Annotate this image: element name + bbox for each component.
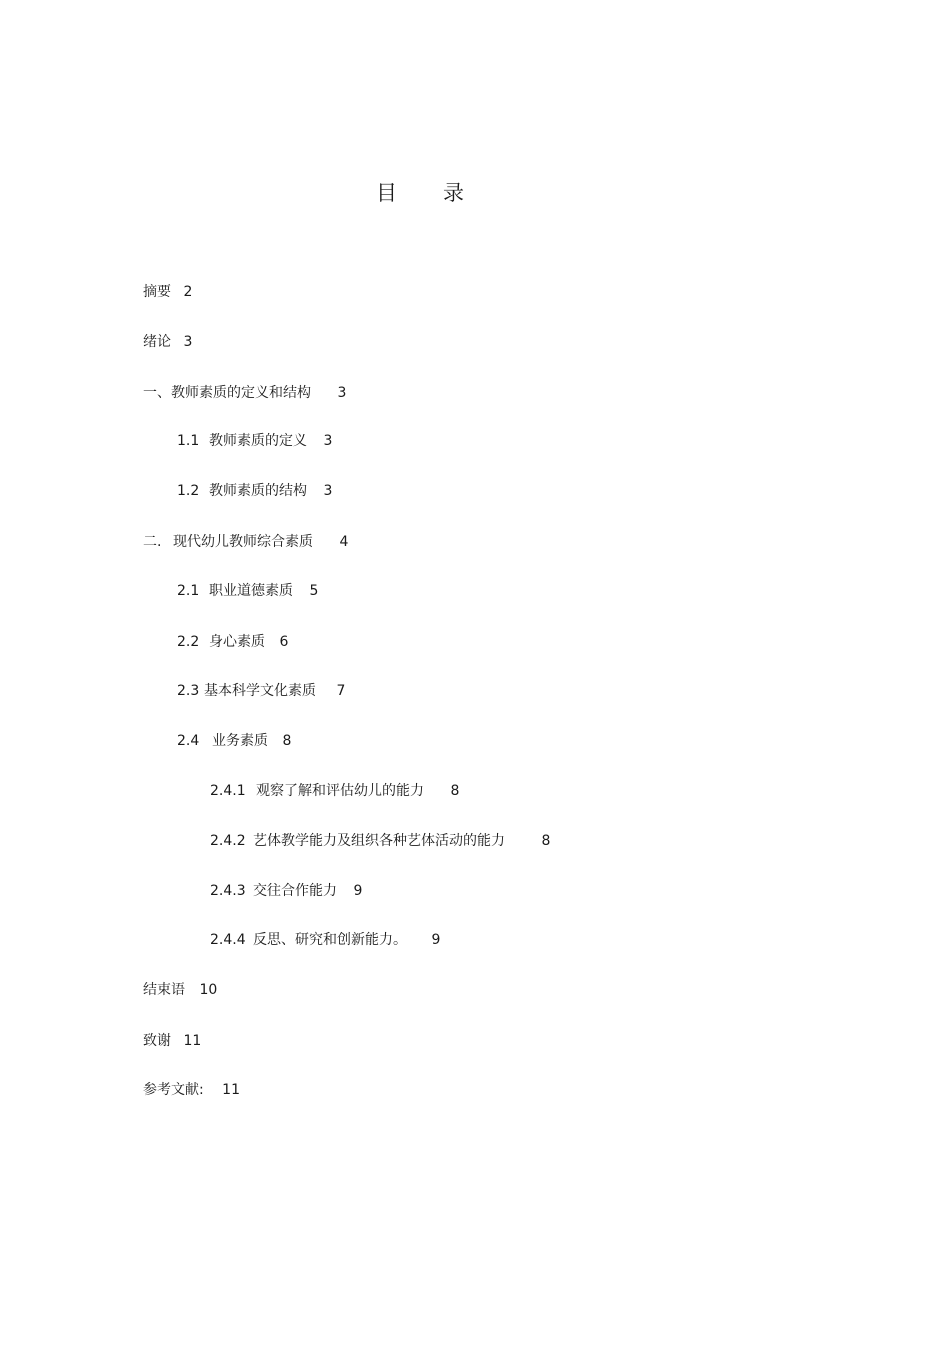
toc-page-number: 6 — [279, 634, 289, 650]
toc-section-number: 二. — [143, 534, 162, 550]
toc-section-number: 2.4.3 — [210, 883, 246, 899]
toc-entry-1-2[interactable] — [177, 480, 332, 502]
toc-label: 基本科学文化素质 — [204, 683, 316, 699]
toc-label: 艺体教学能力及组织各种艺体活动的能力 — [253, 833, 505, 849]
toc-label: 业务素质 — [212, 733, 268, 749]
toc-entry-2-4-2[interactable] — [210, 830, 550, 852]
toc-section-number: 2.4.1 — [210, 783, 246, 799]
toc-entry-chapter-2[interactable] — [143, 531, 348, 553]
toc-label: 观察了解和评估幼儿的能力 — [256, 783, 424, 799]
toc-entry-1-1[interactable] — [177, 430, 332, 452]
toc-label: 结束语 — [143, 982, 185, 998]
toc-entry-2-3[interactable] — [177, 680, 345, 702]
toc-label: 身心素质 — [209, 634, 265, 650]
page-title — [0, 176, 950, 210]
toc-page-number: 3 — [337, 385, 347, 401]
toc-label: 参考文献: — [143, 1082, 204, 1098]
toc-entry-2-4-3[interactable] — [210, 880, 362, 902]
title-char-2: 录 — [443, 181, 464, 205]
toc-entry-abstract[interactable] — [143, 281, 192, 303]
toc-entry-2-1[interactable] — [177, 580, 318, 602]
toc-entry-acknowledgements[interactable] — [143, 1030, 201, 1052]
toc-section-number: 2.1 — [177, 583, 200, 599]
toc-label: 教师素质的定义和结构 — [171, 385, 311, 401]
toc-entry-references[interactable] — [143, 1079, 240, 1101]
toc-section-number: 1.2 — [177, 483, 200, 499]
toc-label: 反思、研究和创新能力。 — [253, 932, 407, 948]
toc-section-number: 2.4 — [177, 733, 200, 749]
toc-page-number: 4 — [339, 534, 349, 550]
toc-page-number: 10 — [199, 982, 218, 998]
toc-page-number: 8 — [541, 833, 551, 849]
toc-label: 教师素质的结构 — [209, 483, 307, 499]
toc-entry-chapter-1[interactable] — [143, 382, 346, 404]
toc-section-number: 2.4.4 — [210, 932, 246, 948]
toc-section-number: 2.4.2 — [210, 833, 246, 849]
toc-entry-2-4-1[interactable] — [210, 780, 459, 802]
toc-entry-2-4-4[interactable] — [210, 929, 440, 951]
toc-page-number: 9 — [353, 883, 363, 899]
toc-label: 教师素质的定义 — [209, 433, 307, 449]
toc-page-number: 8 — [282, 733, 292, 749]
toc-entry-2-4[interactable] — [177, 730, 291, 752]
toc-page-number: 2 — [183, 284, 193, 300]
toc-section-number: 1.1 — [177, 433, 200, 449]
toc-page-number: 11 — [222, 1082, 240, 1098]
toc-label: 交往合作能力 — [253, 883, 337, 899]
toc-section-number: 2.2 — [177, 634, 200, 650]
toc-page-number: 11 — [183, 1033, 202, 1049]
toc-page-number: 5 — [309, 583, 319, 599]
toc-entry-2-2[interactable] — [177, 631, 288, 653]
toc-page-number: 7 — [336, 683, 346, 699]
toc-label: 致谢 — [143, 1033, 171, 1049]
toc-page-number: 3 — [323, 433, 333, 449]
toc-label: 绪论 — [143, 334, 171, 350]
toc-entry-conclusion[interactable] — [143, 979, 217, 1001]
toc-page-number: 9 — [431, 932, 441, 948]
toc-page-number: 3 — [183, 334, 193, 350]
toc-label: 摘要 — [143, 284, 171, 300]
toc-label: 现代幼儿教师综合素质 — [173, 534, 313, 550]
toc-page-number: 3 — [323, 483, 333, 499]
toc-section-number: 一、 — [143, 385, 171, 401]
toc-entry-introduction[interactable] — [143, 331, 192, 353]
title-char-1: 目 — [376, 181, 397, 205]
toc-section-number: 2.3 — [177, 683, 200, 699]
toc-page-number: 8 — [450, 783, 460, 799]
toc-label: 职业道德素质 — [209, 583, 293, 599]
